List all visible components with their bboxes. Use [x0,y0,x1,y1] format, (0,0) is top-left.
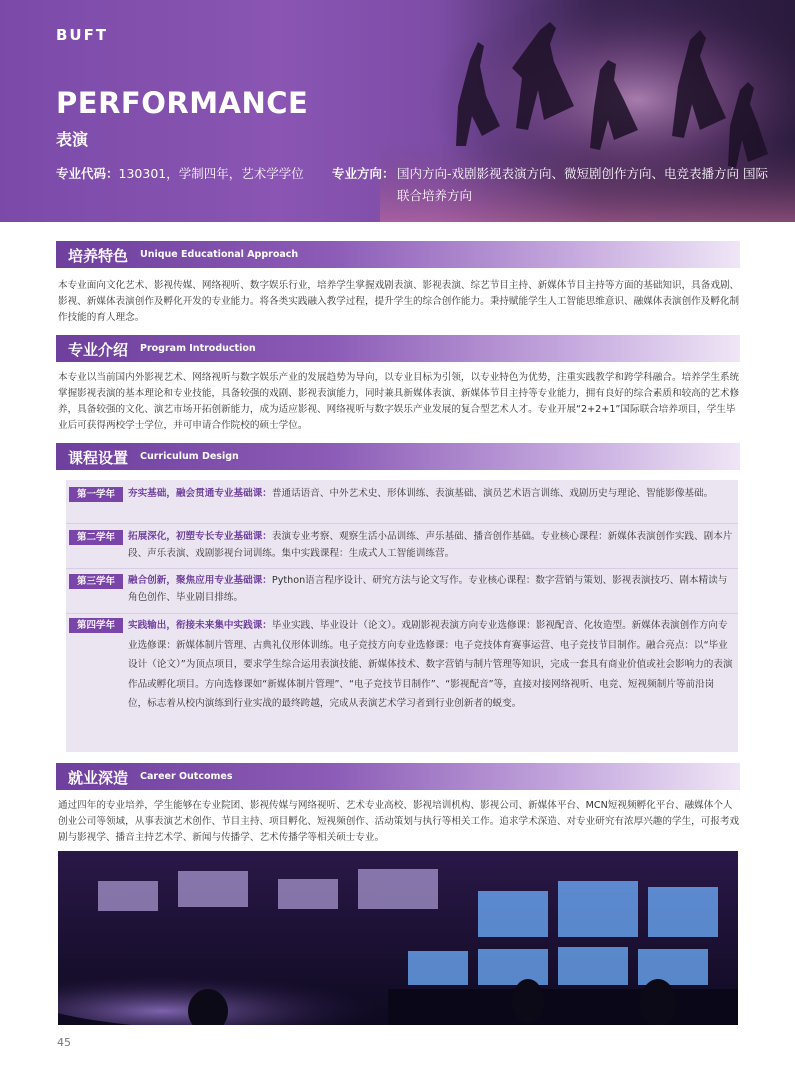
section-title-en: Unique Educational Approach [140,249,299,260]
year-badge: 第三学年 [69,574,123,589]
page-title-zh: 表演 [56,130,89,149]
buft-logo: BUFT [56,26,109,44]
section-title-zh: 培养特色 [68,247,129,265]
intro-text: 本专业以当前国内外影视艺术、网络视听与数字娱乐产业的发展趋势为导向，以专业目标为引领，以专业特色为优势，注重实践教学和跨学科融合。培养学生系统掌握影视表演的基本理论和专业技能，具备较强的戏剧、影视表演能力，同时兼具新媒体表演、新媒体节目主持等专业能力，拥有良好的综合素质和较高的艺术修养，具备较强的文化、演艺市场开拓创新能力，成为适应影视、网络视听与数字娱乐产业发展的复合型艺术人才。专业开展“2+2+1”国际联合培养项目，学生毕业后可获得两校学士学位，并可申请合作院校的硕士学位。 [58,372,740,431]
page-number: 45 [57,1036,71,1049]
year-text [128,572,733,606]
program-direction-value: 国内方向-戏剧影视表演方向、微短剧创作方向、电竞表播方向 国际联合培养方向 [397,166,768,203]
year-courses: 毕业实践、毕业设计（论文）。戏剧影视表演方向专业选修课：影视配音、化妆造型。新媒体表演创作方向专业选修课：新媒体制片管理、古典礼仪形体训练。电子竞技方向专业选修课：电子竞技体育赛事运营、电子竞技节目制作。融合亮点：以“毕业设计（论文）”为顶点项目，要求学生综合运用表演技能、新媒体技术、数字营销与制片管理等知识，完成一套具有商业价值或社会影响力的表演作品或孵化项目。方向选修课如“新媒体制片管理”、“电子竞技节目制作”、“影视配音”等，直接对接网络视听、电竞、短视频制片等前沿岗位，标志着从校内演练到行业实战的最终跨越，完成从表演艺术学习者到行业创新者的蜕变。 [128,620,733,709]
esports-arena-image [58,851,738,1025]
year-highlight: 拓展深化，初塑专长专业基础课： [128,531,272,542]
program-code [56,163,304,185]
section-header-career [56,763,740,790]
section-header-approach [56,241,740,268]
year-badge: 第二学年 [69,530,123,545]
year-badge: 第一学年 [69,487,123,502]
year-courses: 表演专业考察、观察生活小品训练、声乐基础、播音创作基础。专业核心课程：新媒体表演创作实践、剧本片段、声乐表演、戏剧影视台词训练。集中实践课程：生成式人工智能训练营。 [128,531,733,559]
curriculum-row-year4 [66,614,738,752]
program-direction-label: 专业方向： [332,166,395,181]
program-code-label: 专业代码： [56,166,119,181]
year-text [128,528,733,562]
year-courses: Python语言程序设计、研究方法与论文写作。专业核心课程：数字营销与策划、影视表演技巧、剧本精读与角色创作、毕业剧目排练。 [128,575,728,603]
section-header-intro [56,335,740,362]
program-direction [332,163,772,207]
page-title-en: PERFORMANCE [56,86,309,120]
year-highlight: 融合创新，聚焦应用专业基础课： [128,575,272,586]
header-banner [0,0,795,222]
approach-text: 本专业面向文化艺术、影视传媒、网络视听、数字娱乐行业，培养学生掌握戏剧表演、影视表演、综艺节目主持、新媒体节目主持等方面的基础知识，具备戏剧、影视、新媒体表演创作及孵化开发的专业能力。将各类实践融入教学过程，提升学生的综合创作能力。秉持赋能学生人工智能思维意识、融媒体表演创作及孵化制作技能的育人理念。 [58,280,740,323]
section-title-zh: 专业介绍 [68,341,129,359]
curriculum-row-year3 [66,569,738,614]
career-text: 通过四年的专业培养，学生能够在专业院团、影视传媒与网络视听、艺术专业高校、影视培训机构、影视公司、新媒体平台、MCN短视频孵化平台、融媒体个人创业公司等领域，从事表演艺术创作、节目主持、项目孵化、短视频创作、活动策划与执行等相关工作。追求学术深造、对专业研究有浓厚兴趣的学生，可报考戏剧与影视学、播音主持艺术学、新闻与传播学、艺术传播学等相关硕士专业。 [58,800,740,843]
program-code-value: 130301，学制四年，艺术学学位 [118,166,304,181]
section-title-zh: 课程设置 [68,449,129,467]
section-title-en: Curriculum Design [140,451,239,462]
section-title-zh: 就业深造 [68,769,129,787]
section-title-en: Program Introduction [140,343,256,354]
curriculum-box [66,480,738,752]
section-title-en: Career Outcomes [140,771,233,782]
curriculum-row-year1 [66,480,738,524]
year-highlight: 实践输出，衔接未来集中实践课： [128,620,272,631]
curriculum-row-year2 [66,524,738,569]
arena-illustration [58,851,738,1025]
year-courses: 普通话语音、中外艺术史、形体训练、表演基础、演员艺术语言训练、戏剧历史与理论、智能影像基础。 [271,488,714,499]
year-highlight: 夯实基础，融会贯通专业基础课： [128,488,272,499]
year-text [128,616,733,714]
section-header-curriculum [56,443,740,470]
year-badge: 第四学年 [69,618,123,633]
year-text [128,485,733,502]
